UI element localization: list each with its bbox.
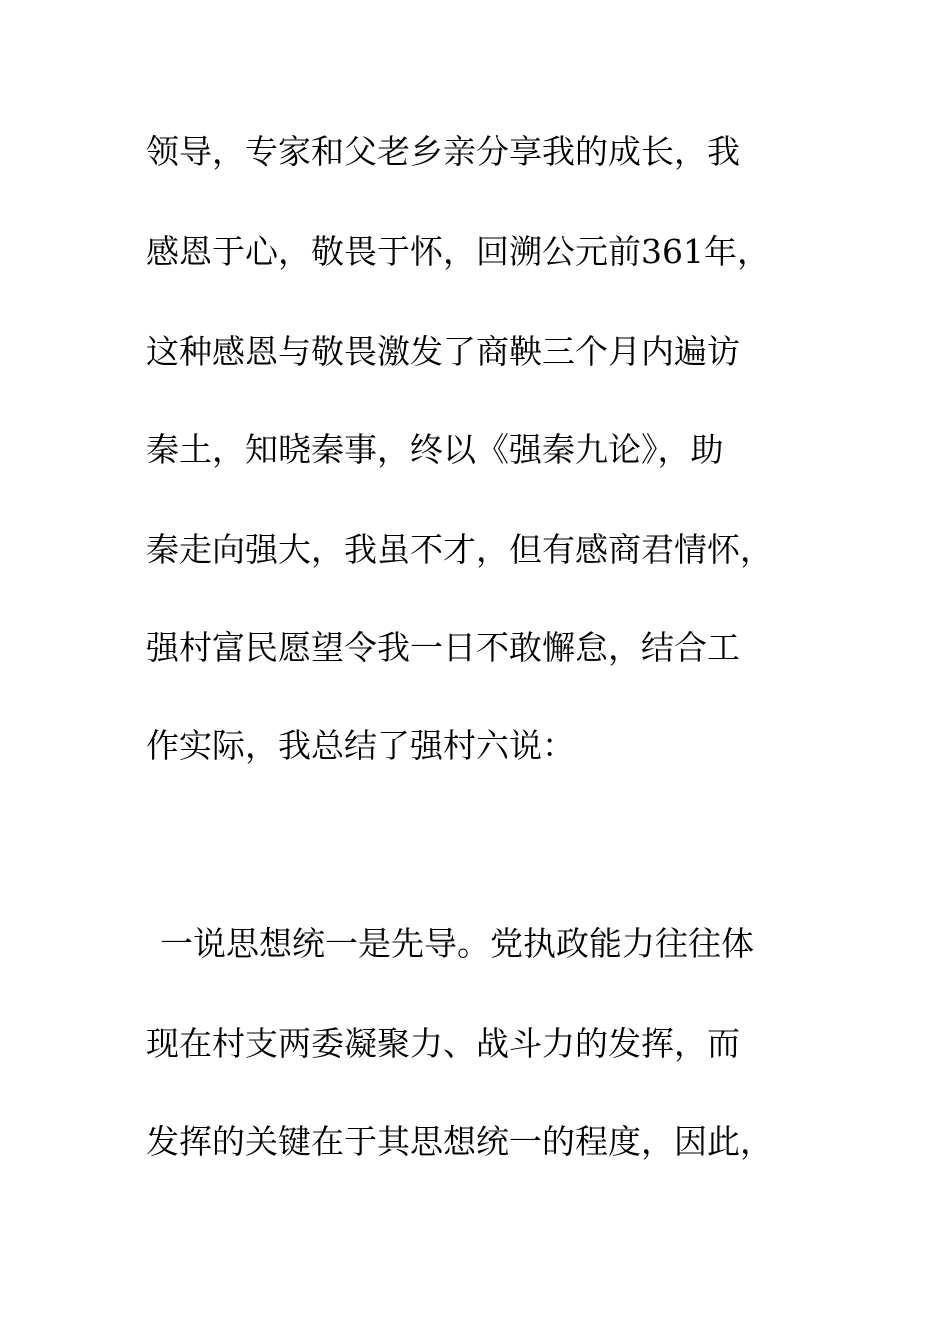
text-line: 领导，专家和父老乡亲分享我的成长，我 xyxy=(146,132,740,171)
text-line: 秦土，知晓秦事，终以《强秦九论》，助 xyxy=(146,430,724,469)
text-line: 现在村支两委凝聚力、战斗力的发挥，而 xyxy=(146,1024,740,1063)
text-line: 强村富民愿望令我一日不敢懈怠，结合工 xyxy=(146,628,740,667)
text-line: 发挥的关键在于其思想统一的程度，因此， xyxy=(146,1122,773,1161)
text-line: 作实际，我总结了强村六说： xyxy=(146,726,575,765)
text-line: 秦走向强大，我虽不才，但有感商君情怀， xyxy=(146,530,773,569)
text-line: 感恩于心，敬畏于怀，回溯公元前361年， xyxy=(146,232,770,271)
text-line: 一说思想统一是先导。党执政能力往往体 xyxy=(160,924,754,963)
text-line: 这种感恩与敬畏激发了商鞅三个月内遍访 xyxy=(146,332,740,371)
